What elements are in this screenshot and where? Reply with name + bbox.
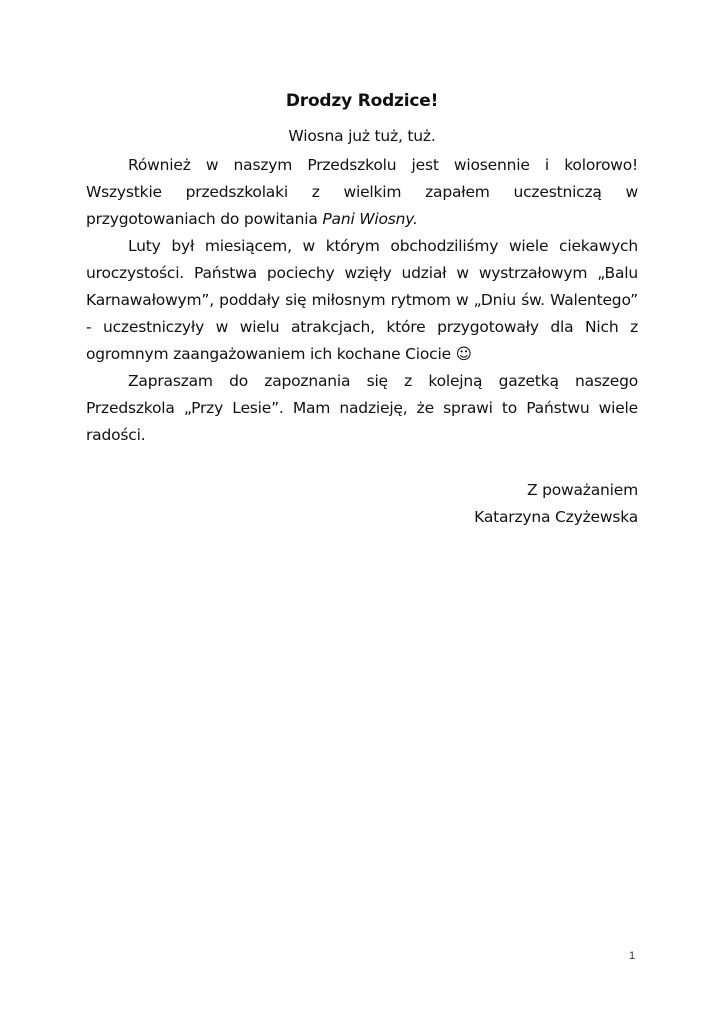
paragraph-invitation: Zapraszam do zapoznania się z kolejną gazetką naszego Przedszkola „Przy Lesie”. Mam nadzieję, że sprawi to Państwu wiele radości. [86, 372, 638, 444]
paragraph-february: Luty był miesiącem, w którym obchodziliśmy wiele ciekawych uroczystości. Państwa pociechy wzięły udział w wystrzałowym „Balu Karnawałowym”, poddały się miłosnym rytmom w „Dniu św. Walentego” - uczestniczyły w wielu atrakcjach, które przygotowały dla Nich z ogromnym zaangażowaniem ich kochane Ciocie ☺ [86, 237, 638, 363]
paragraph-spring-text: Również w naszym Przedszkolu jest wiosennie i kolorowo! Wszystkie przedszkolaki z wielkim zapałem uczestniczą w przygotowaniach do powitania [86, 156, 638, 228]
letter-body [86, 86, 638, 531]
letter-title: Drodzy Rodzice! [285, 91, 439, 111]
signature-name: Katarzyna Czyżewska [474, 508, 638, 526]
signoff-block [86, 477, 638, 531]
letter-subtitle: Wiosna już tuż, tuż. [288, 127, 436, 145]
page-number: 1 [628, 950, 636, 962]
paragraph-spring-italic: Pani Wiosny. [322, 210, 418, 228]
closing-line: Z poważaniem [526, 481, 638, 499]
paragraph-spring [86, 152, 638, 233]
